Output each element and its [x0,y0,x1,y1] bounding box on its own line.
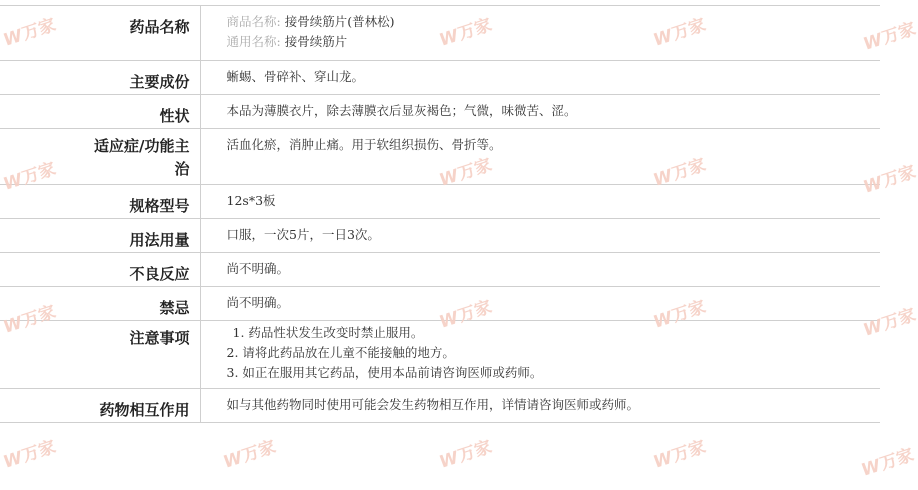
drug-info-table [0,5,880,423]
label-adverse: 不良反应 [0,253,200,287]
watermark: W万家 [650,15,709,51]
label-precautions: 注意事项 [0,321,200,389]
watermark: W万家 [650,155,709,191]
row-indications [0,129,880,185]
label-indications-line2: 治 [174,160,190,178]
row-interactions [0,389,880,423]
watermark: W万家 [0,437,59,473]
row-drug-name [0,6,880,61]
value-spec: 12s*3板 [200,185,880,219]
label-spec: 规格型号 [0,185,200,219]
precaution-item-3: 3. 如正在服用其它药品，使用本品前请咨询医师或药师。 [226,365,543,380]
value-character: 本品为薄膜衣片，除去薄膜衣后显灰褐色；气微，味微苦、涩。 [200,95,880,129]
value-indications: 活血化瘀，消肿止痛。用于软组织损伤、骨折等。 [200,129,880,185]
value-usage: 口服，一次5片，一日3次。 [200,219,880,253]
watermark: W万家 [436,437,495,473]
watermark: W万家 [860,162,918,198]
trade-name-line [227,12,881,32]
value-contra: 尚不明确。 [200,287,880,321]
row-usage [0,219,880,253]
watermark: W万家 [0,159,59,195]
watermark: W万家 [858,445,917,481]
watermark: W万家 [436,297,495,333]
label-drug-name: 药品名称 [0,6,200,61]
label-usage: 用法用量 [0,219,200,253]
label-ingredients: 主要成份 [0,61,200,95]
label-indications-line1: 适应症/功能主 [94,137,190,155]
watermark: W万家 [860,305,918,341]
precaution-item-1: 1. 药品性状发生改变时禁止服用。 [232,325,424,340]
watermark: W万家 [220,437,279,473]
watermark: W万家 [0,302,59,338]
value-precautions [200,321,880,389]
value-adverse: 尚不明确。 [200,253,880,287]
row-contra [0,287,880,321]
value-interactions: 如与其他药物同时使用可能会发生药物相互作用，详情请咨询医师或药师。 [200,389,880,423]
label-character: 性状 [0,95,200,129]
precautions-list [227,323,881,383]
generic-name-line [227,32,881,52]
generic-name-value: 接骨续筋片 [284,34,348,49]
watermark: W万家 [436,15,495,51]
row-character [0,95,880,129]
watermark: W万家 [0,15,59,51]
generic-name-label: 通用名称: [226,34,281,49]
label-indications [0,129,200,185]
row-adverse [0,253,880,287]
row-spec [0,185,880,219]
trade-name-label: 商品名称: [226,14,281,29]
watermark: W万家 [436,155,495,191]
label-interactions: 药物相互作用 [0,389,200,423]
value-ingredients: 蜥蜴、骨碎补、穿山龙。 [200,61,880,95]
row-precautions [0,321,880,389]
label-contra: 禁忌 [0,287,200,321]
trade-name-value: 接骨续筋片(普林松) [284,14,395,29]
watermark: W万家 [650,297,709,333]
row-ingredients [0,61,880,95]
watermark: W万家 [650,437,709,473]
value-drug-name [200,6,880,61]
precaution-item-2: 2. 请将此药品放在儿童不能接触的地方。 [226,345,455,360]
watermark: W万家 [860,19,918,55]
